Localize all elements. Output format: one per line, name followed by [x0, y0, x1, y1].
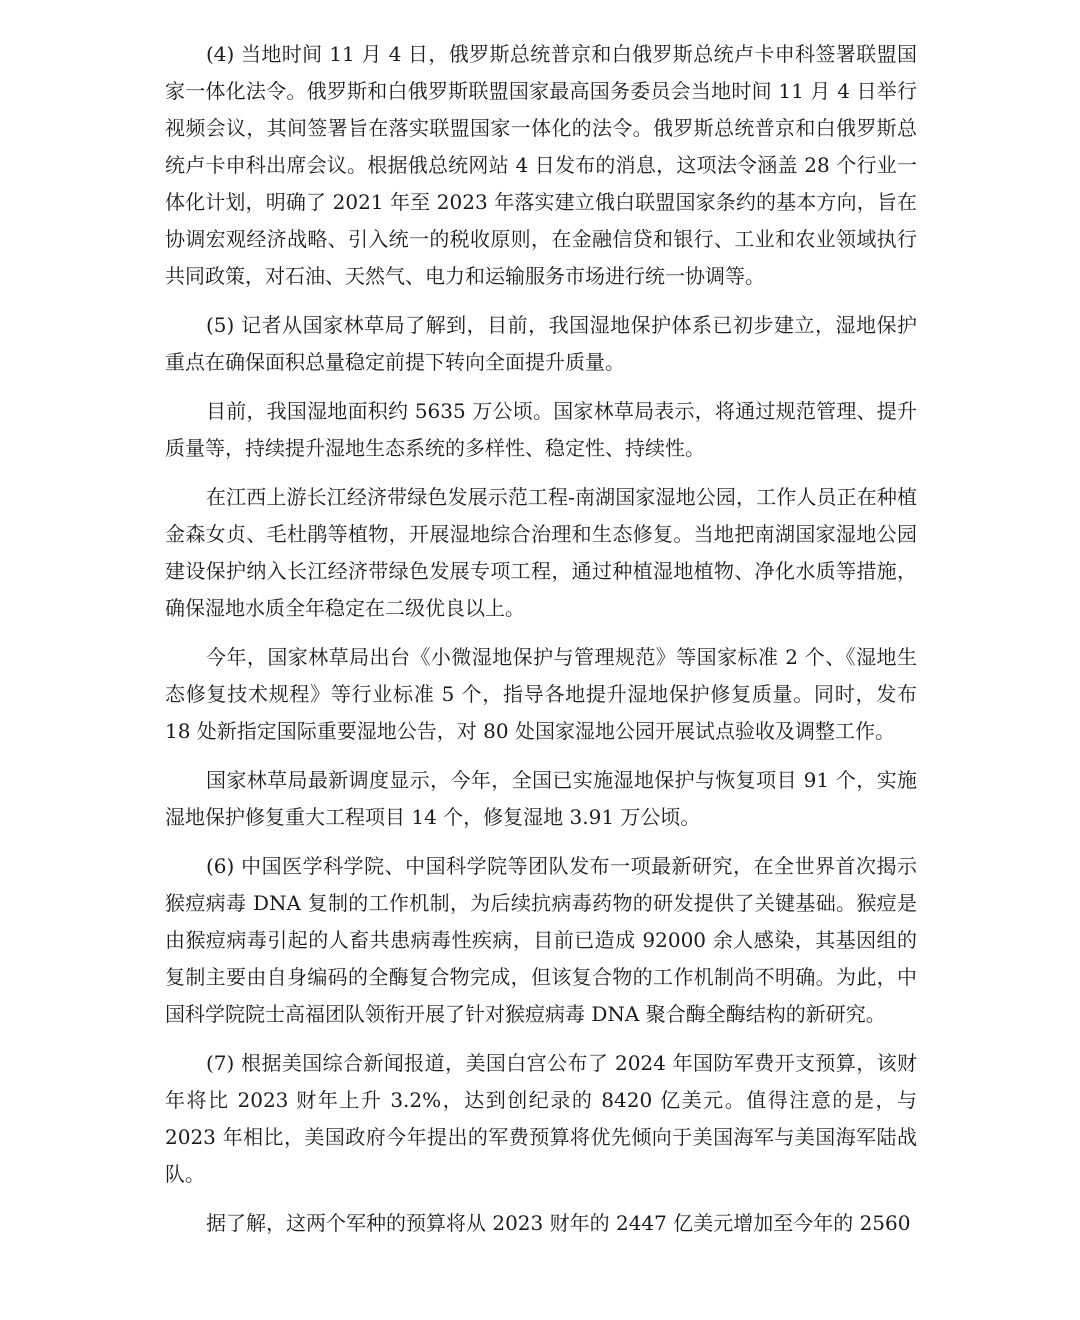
paragraph-navy-budget: 据了解，这两个军种的预算将从 2023 财年的 2447 亿美元增加至今年的 2560 [206, 1211, 911, 1235]
article-body [165, 36, 917, 1242]
paragraph-7-us-defense-budget: (7) 根据美国综合新闻报道，美国白宫公布了 2024 年国防军费开支预算，该财年将比 2023 财年上升 3.2%，达到创纪录的 8420 亿美元。值得注意的是，与 2023 年相比，美国政府今年提出的军费预算将优先倾向于美国海军与美国海军陆战队。 [165, 1051, 917, 1186]
paragraph-4-russia-belarus: (4) 当地时间 11 月 4 日，俄罗斯总统普京和白俄罗斯总统卢卡申科签署联盟国家一体化法令。俄罗斯和白俄罗斯联盟国家最高国务委员会当地时间 11 月 4 日举行视频会议，其间签署旨在落实联盟国家一体化的法令。俄罗斯总统普京和白俄罗斯总统卢卡申科出席会议。根据俄总统网站 4 日发布的消息，这项法令涵盖 28 个行业一体化计划，明确了 2021 年至 2023 年落实建立俄白联盟国家条约的基本方向，旨在协调宏观经济战略、引入统一的税收原则，在金融信贷和银行、工业和农业领域执行共同政策，对石油、天然气、电力和运输服务市场进行统一协调等。 [165, 42, 917, 288]
paragraph-6-monkeypox-research: (6) 中国医学科学院、中国科学院等团队发布一项最新研究，在全世界首次揭示猴痘病毒 DNA 复制的工作机制，为后续抗病毒药物的研发提供了关键基础。猴痘是由猴痘病毒引起的人畜共患病毒性疾病，目前已造成 92000 余人感染，其基因组的复制主要由自身编码的全酶复合物完成，但该复合物的工作机制尚不明确。为此，中国科学院院士高福团队领衔开展了针对猴痘病毒 DNA 聚合酶全酶结构的新研究。 [165, 854, 917, 1026]
paragraph-wetland-area: 目前，我国湿地面积约 5635 万公顷。国家林草局表示，将通过规范管理、提升质量等，持续提升湿地生态系统的多样性、稳定性、持续性。 [165, 399, 917, 460]
paragraph-nanhu-wetland-park: 在江西上游长江经济带绿色发展示范工程-南湖国家湿地公园，工作人员正在种植金森女贞、毛杜鹃等植物，开展湿地综合治理和生态修复。当地把南湖国家湿地公园建设保护纳入长江经济带绿色发展专项工程，通过种植湿地植物、净化水质等措施，确保湿地水质全年稳定在二级优良以上。 [165, 485, 917, 620]
paragraph-5-wetland-protection: (5) 记者从国家林草局了解到，目前，我国湿地保护体系已初步建立，湿地保护重点在确保面积总量稳定前提下转向全面提升质量。 [165, 313, 917, 374]
paragraph-wetland-projects: 国家林草局最新调度显示，今年，全国已实施湿地保护与恢复项目 91 个，实施湿地保护修复重大工程项目 14 个，修复湿地 3.91 万公顷。 [165, 768, 917, 829]
paragraph-wetland-standards: 今年，国家林草局出台《小微湿地保护与管理规范》等国家标准 2 个、《湿地生态修复技术规程》等行业标准 5 个，指导各地提升湿地保护修复质量。同时，发布 18 处新指定国际重要湿地公告，对 80 处国家湿地公园开展试点验收及调整工作。 [165, 645, 917, 743]
